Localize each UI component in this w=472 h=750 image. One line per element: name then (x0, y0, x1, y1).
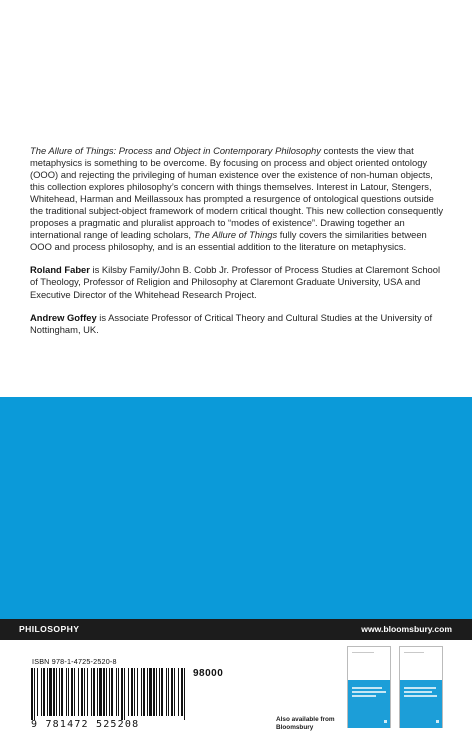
barcode-bar (131, 668, 133, 716)
author-name: Andrew Goffey (30, 311, 97, 323)
blue-band (0, 397, 472, 619)
barcode (31, 668, 247, 732)
barcode-bar (49, 668, 52, 716)
barcode-bar (61, 668, 63, 716)
author-bio-text: is Kilsby Family/John B. Cobb Jr. Professor of Process Studies at Claremont School of Theology, Professor of Religion and Philosophy at Claremont Graduate University, USA and Executive Director of the Whitehead Research Project. (30, 264, 441, 300)
barcode-bar (156, 668, 157, 716)
barcode-bar (166, 668, 167, 716)
barcode-bar (178, 668, 179, 716)
barcode-bar (128, 668, 129, 716)
barcode-bar (124, 668, 125, 720)
barcode-bar (68, 668, 69, 716)
description-end: fully covers the similarities between OOO and process philosophy, and is an essential addition to the literature on metaphysics. (30, 229, 427, 253)
isbn-label: ISBN 978-1-4725-2520-8 (32, 657, 117, 666)
barcode-bar (106, 668, 107, 716)
barcode-bar (184, 668, 185, 720)
barcode-bar (181, 668, 183, 716)
barcode-bar (143, 668, 145, 716)
barcode-bar (137, 668, 138, 716)
price-code: 98000 (193, 668, 224, 679)
barcode-bar (161, 668, 163, 716)
category-bar (0, 619, 472, 640)
back-cover-blurb (30, 145, 444, 336)
barcode-bar (168, 668, 169, 716)
related-book-cover-top (400, 647, 442, 680)
barcode-bar (87, 668, 88, 716)
description-text: contests the view that metaphysics is something to be overcome. By focusing on process and object oriented ontology (OOO) and rejecting the privileging of human existence over the existence of non-human objects, this collection explores philosophy’s concern with things themselves. Interest in Latour, Stengers, Whitehead, Harman and Meillassoux has prompted a resurgence of ontological questions outside the traditional subject-object framework of modern critical thought. This new collection consequently proposes a pragmatic and pluralist approach to “modes of existence”. Drawing together an international range of leading scholars, (30, 145, 444, 241)
barcode-bar (121, 668, 123, 720)
cover-logo-icon (436, 720, 439, 723)
book-description (30, 145, 444, 253)
barcode-bar (147, 668, 148, 716)
cover-text-line (404, 652, 424, 653)
barcode-bar (31, 668, 33, 720)
author-bio-text: is Associate Professor of Critical Theory and Cultural Studies at the University of Nottingham, UK. (30, 311, 433, 335)
barcode-bar (103, 668, 105, 716)
also-available-label: Also available from Bloomsbury (276, 716, 335, 731)
barcode-bar (141, 668, 142, 716)
barcode-bar (74, 668, 75, 716)
barcode-bar (93, 668, 95, 716)
book-short-title: The Allure of Things (193, 229, 278, 241)
barcode-bar (159, 668, 160, 716)
barcode-bar (116, 668, 117, 716)
barcode-bar (171, 668, 173, 716)
cover-logo-icon (384, 720, 387, 723)
cover-title-line (404, 695, 437, 697)
barcode-bar (71, 668, 73, 716)
barcode-bar (78, 668, 79, 716)
barcode-bar (174, 668, 175, 716)
barcode-bar (111, 668, 113, 716)
cover-text-line (352, 652, 374, 653)
barcode-bar (53, 668, 55, 716)
barcode-bar (34, 668, 35, 720)
barcode-bar (59, 668, 60, 716)
barcode-bar (97, 668, 98, 716)
book-title: The Allure of Things: Process and Object in Contemporary Philosophy (30, 145, 321, 156)
author-bio-goffey (30, 312, 444, 336)
barcode-bar (91, 668, 92, 716)
barcode-bar (99, 668, 102, 716)
barcode-bar (153, 668, 155, 716)
cover-title-line (404, 691, 432, 693)
author-bio-faber (30, 264, 444, 300)
barcode-bar (56, 668, 57, 716)
cover-title-line (352, 691, 386, 693)
barcode-bar (66, 668, 67, 716)
barcode-bar (37, 668, 38, 716)
barcode-bar (109, 668, 110, 716)
barcode-bar (81, 668, 83, 716)
related-book-cover-band (348, 680, 390, 728)
isbn-digits: 9 781472 525208 (31, 719, 140, 730)
barcode-bar (84, 668, 85, 716)
cover-title-line (404, 687, 436, 689)
cover-title-line (352, 687, 382, 689)
barcode-bar (149, 668, 152, 716)
barcode-bar (41, 668, 42, 716)
related-book-cover-band (400, 680, 442, 728)
barcode-bar (47, 668, 48, 716)
related-book-cover-top (348, 647, 390, 680)
publisher-website[interactable]: www.bloomsbury.com (361, 624, 452, 634)
related-book-cover[interactable] (399, 646, 443, 728)
category-label: PHILOSOPHY (19, 624, 80, 634)
cover-title-line (352, 695, 376, 697)
barcode-bar (134, 668, 135, 716)
author-name: Roland Faber (30, 264, 90, 276)
related-book-cover[interactable] (347, 646, 391, 728)
barcode-bar (43, 668, 45, 716)
barcode-bar (118, 668, 119, 716)
